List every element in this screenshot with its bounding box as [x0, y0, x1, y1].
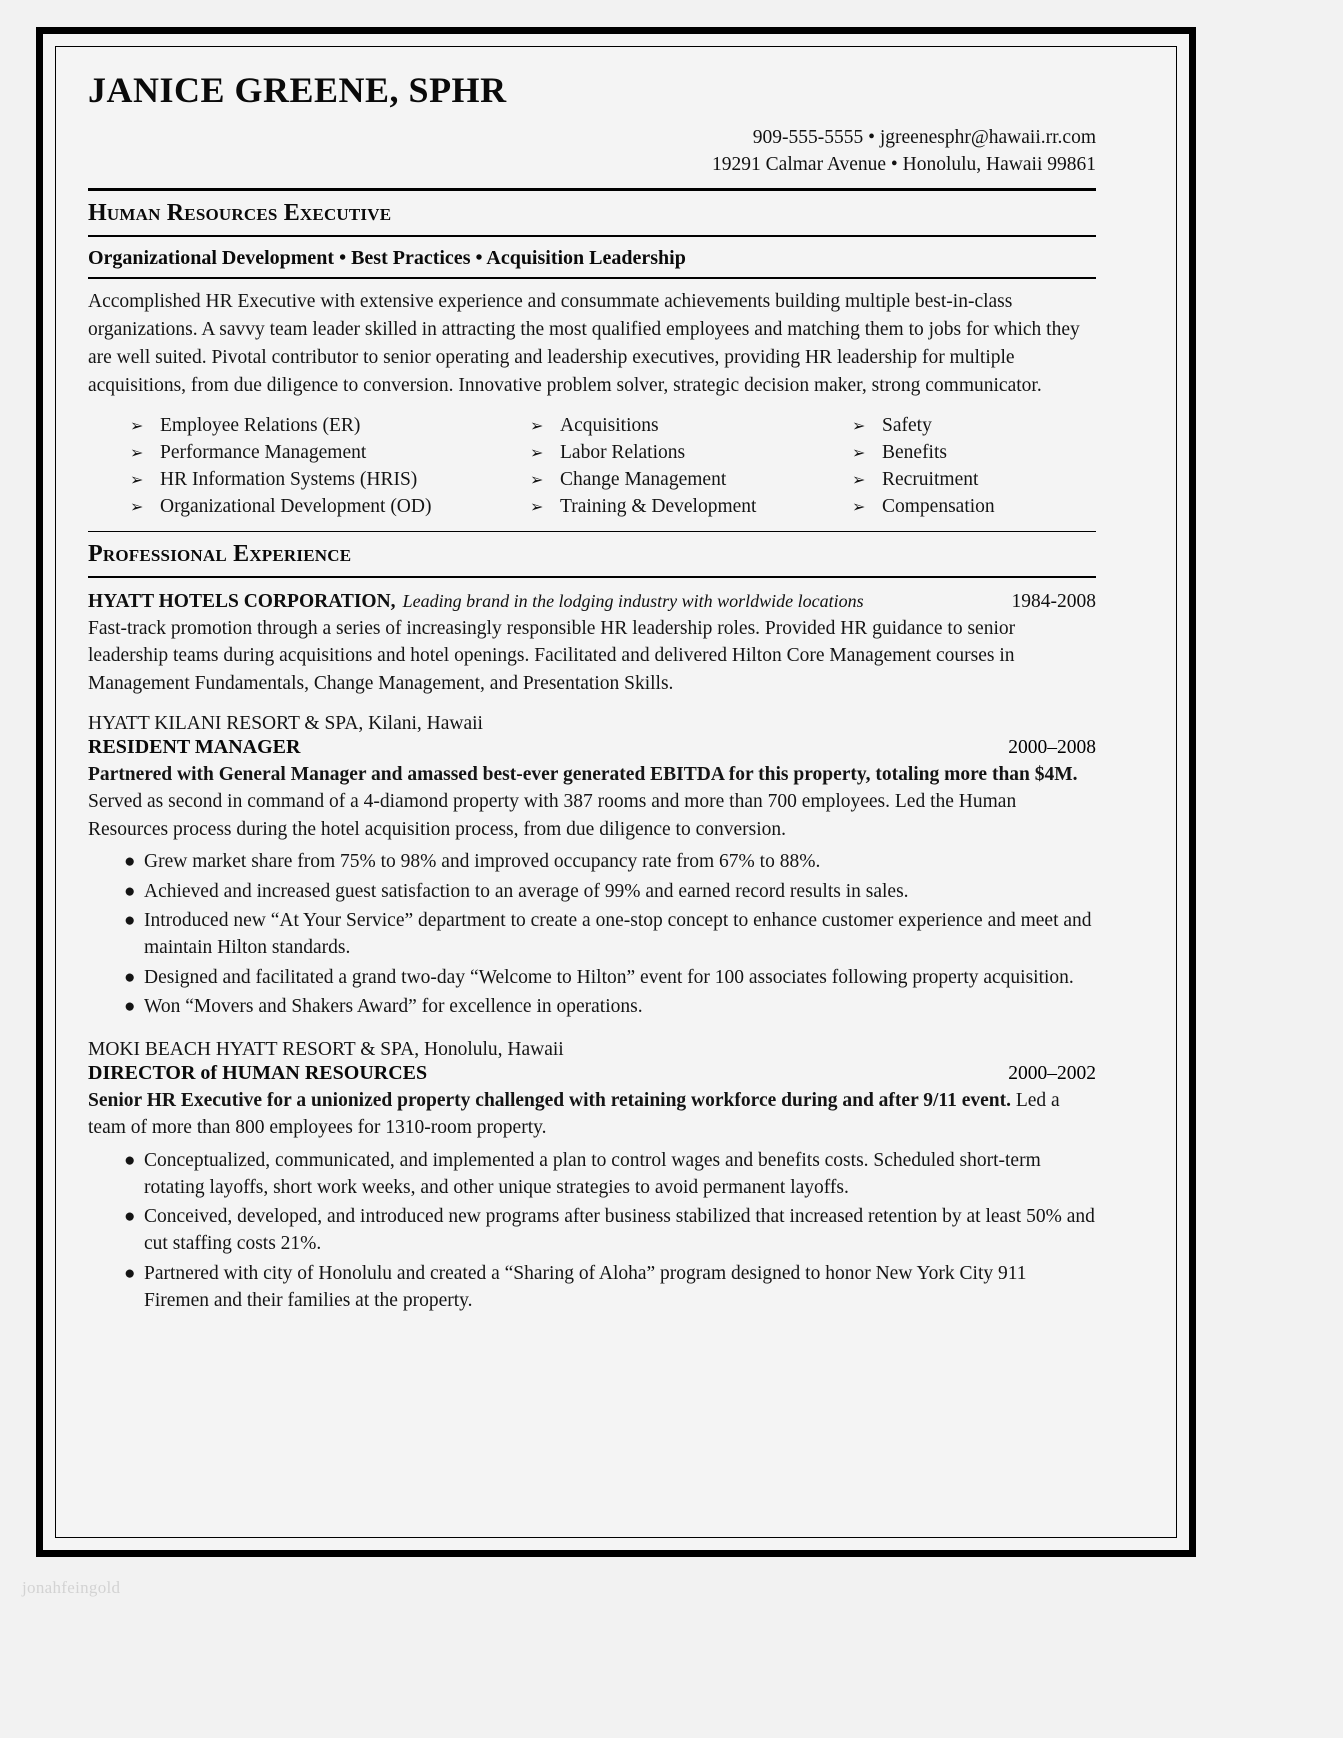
competency-label: Acquisitions — [560, 415, 659, 437]
round-bullet-icon: ● — [124, 966, 136, 988]
watermark: jonahfeingold — [22, 1578, 121, 1597]
arrow-bullet-icon: ➢ — [130, 499, 144, 517]
role-dates: 2000–2002 — [1008, 1062, 1096, 1084]
arrow-bullet-icon: ➢ — [852, 472, 866, 490]
competency-item — [130, 413, 530, 439]
candidate-name: JANICE GREENE, SPHR — [88, 70, 507, 110]
arrow-bullet-icon: ➢ — [130, 445, 144, 463]
round-bullet-icon: ● — [124, 1262, 136, 1284]
bullet-text: Won “Movers and Shakers Award” for excellence in operations. — [144, 996, 643, 1018]
professional-title: Human Resources Executive — [88, 200, 392, 227]
competency-item — [530, 440, 852, 466]
contact-block — [88, 124, 1096, 179]
role-highlight — [88, 759, 1096, 843]
employer-entry — [88, 578, 1096, 1316]
bullet-text: Grew market share from 75% to 98% and improved occupancy rate from 67% to 88%. — [144, 850, 821, 872]
bullet-text: Achieved and increased guest satisfaction to an average of 99% and earned record results in sales. — [144, 880, 909, 902]
competency-item — [852, 440, 1092, 466]
competency-label: Labor Relations — [560, 442, 686, 464]
arrow-bullet-icon: ➢ — [852, 499, 866, 517]
competency-label: Safety — [882, 415, 932, 437]
role-header-row — [88, 1061, 1096, 1085]
employer-name: HYATT HOTELS CORPORATION, — [88, 591, 396, 613]
competency-column-3 — [852, 413, 1092, 521]
competency-label: Training & Development — [560, 496, 757, 518]
arrow-bullet-icon: ➢ — [130, 472, 144, 490]
competency-item — [130, 467, 530, 493]
arrow-bullet-icon: ➢ — [852, 418, 866, 436]
bullet-item — [88, 1147, 1096, 1204]
role-highlight-bold: Senior HR Executive for a unionized property challenged with retaining workforce during and after 9/11 event. — [88, 1089, 1011, 1111]
arrow-bullet-icon: ➢ — [530, 445, 544, 463]
specialties-tagline: Organizational Development • Best Practices • Acquisition Leadership — [88, 247, 686, 270]
round-bullet-icon: ● — [124, 1149, 136, 1171]
competency-item — [530, 413, 852, 439]
arrow-bullet-icon: ➢ — [530, 418, 544, 436]
bullet-item — [88, 964, 1096, 994]
employer-description: Leading brand in the lodging industry with worldwide locations — [402, 591, 864, 612]
round-bullet-icon: ● — [124, 1206, 136, 1228]
round-bullet-icon: ● — [124, 880, 136, 902]
role-title: DIRECTOR of HUMAN RESOURCES — [88, 1061, 428, 1084]
competency-label: Performance Management — [160, 442, 367, 464]
round-bullet-icon: ● — [124, 996, 136, 1018]
bullet-text: Conceived, developed, and introduced new programs after business stabilized that increased retention by at least 50% and cut staffing costs 21%. — [144, 1206, 1095, 1255]
employer-header-row — [88, 584, 1096, 613]
role-highlight-bold: Partnered with General Manager and amassed best-ever generated EBITDA for this property, totaling more than $4M. — [88, 764, 1078, 786]
arrow-bullet-icon: ➢ — [530, 472, 544, 490]
role-header-row — [88, 735, 1096, 759]
resume-content — [88, 72, 1096, 1316]
contact-phone-email: 909-555-5555 • jgreenesphr@hawaii.rr.com — [752, 126, 1096, 148]
bullet-text: Designed and facilitated a grand two-day “Welcome to Hilton” event for 100 associates following property acquisition. — [144, 966, 1074, 988]
bullet-item — [88, 907, 1096, 964]
competency-label: Recruitment — [882, 469, 979, 491]
employer-dates: 1984-2008 — [1011, 591, 1096, 613]
competency-item — [852, 413, 1092, 439]
arrow-bullet-icon: ➢ — [130, 418, 144, 436]
arrow-bullet-icon: ➢ — [852, 445, 866, 463]
bullet-item — [88, 1260, 1096, 1317]
contact-address: 19291 Calmar Avenue • Honolulu, Hawaii 99861 — [712, 154, 1096, 176]
competency-label: Benefits — [882, 442, 947, 464]
role-dates: 2000–2008 — [1008, 737, 1096, 759]
role-highlight-rest: Led a team of more than 800 employees for 1310-room property. — [88, 1089, 1060, 1139]
employer-overview: Fast-track promotion through a series of increasingly responsible HR leadership roles. Provided HR guidance to senior leadership teams during acquisitions and hotel openings. Facilitated and delivered Hilton Core Management courses in Management Fundamentals, Change Management, and Presentation Skills. — [88, 618, 1016, 694]
experience-section — [88, 532, 1096, 1316]
core-competencies — [88, 406, 1096, 531]
competency-item — [530, 494, 852, 520]
competency-item — [130, 440, 530, 466]
bullet-item — [88, 878, 1096, 908]
competency-label: HR Information Systems (HRIS) — [160, 469, 418, 491]
competency-label: Organizational Development (OD) — [160, 496, 432, 518]
competency-column-1 — [88, 413, 530, 521]
role-bullet-list — [88, 843, 1096, 1023]
bullet-item — [88, 993, 1096, 1023]
round-bullet-icon: ● — [124, 850, 136, 872]
role-title: RESIDENT MANAGER — [88, 736, 301, 759]
resume-header — [88, 72, 1096, 191]
competency-label: Employee Relations (ER) — [160, 415, 361, 437]
competency-item — [852, 494, 1092, 520]
role-bullet-list — [88, 1142, 1096, 1317]
role-entry — [88, 697, 1096, 1023]
bullet-text: Conceptualized, communicated, and implemented a plan to control wages and benefits costs. Scheduled short-term rotating layoffs, short work weeks, and other unique strategies to avoid permanent layoffs. — [144, 1149, 1041, 1198]
arrow-bullet-icon: ➢ — [530, 499, 544, 517]
competency-label: Change Management — [560, 469, 727, 491]
role-location: MOKI BEACH HYATT RESORT & SPA, Honolulu, Hawaii — [88, 1038, 564, 1060]
role-location: HYATT KILANI RESORT & SPA, Kilani, Hawaii — [88, 713, 483, 735]
round-bullet-icon: ● — [124, 910, 136, 932]
bullet-item — [88, 1203, 1096, 1260]
professional-summary: Accomplished HR Executive with extensive experience and consummate achievements building multiple best-in-class organizations. A savvy team leader skilled in attracting the most qualified employees and matching them to jobs for which they are well suited. Pivotal contributor to senior operating and leadership executives, providing HR leadership for multiple acquisitions, from due diligence to conversion. Innovative problem solver, strategic decision maker, strong communicator. — [88, 291, 1080, 397]
bullet-item — [88, 848, 1096, 878]
role-highlight-rest: Served as second in command of a 4-diamond property with 387 rooms and more than 700 employees. Led the Human Resources process during the hotel acquisition process, from due diligence to conversion. — [88, 791, 1017, 840]
competency-column-2 — [530, 413, 852, 521]
bullet-text: Partnered with city of Honolulu and created a “Sharing of Aloha” program designed to honor New York City 911 Firemen and their families at the property. — [144, 1262, 1027, 1311]
competency-item — [130, 494, 530, 520]
headline-section — [88, 191, 1096, 406]
competency-item — [852, 467, 1092, 493]
experience-heading: Professional Experience — [88, 541, 352, 568]
role-highlight — [88, 1085, 1096, 1142]
bullet-text: Introduced new “At Your Service” department to create a one-stop concept to enhance customer experience and meet and maintain Hilton standards. — [144, 910, 1092, 959]
competency-label: Compensation — [882, 496, 995, 518]
competency-item — [530, 467, 852, 493]
role-entry — [88, 1023, 1096, 1316]
